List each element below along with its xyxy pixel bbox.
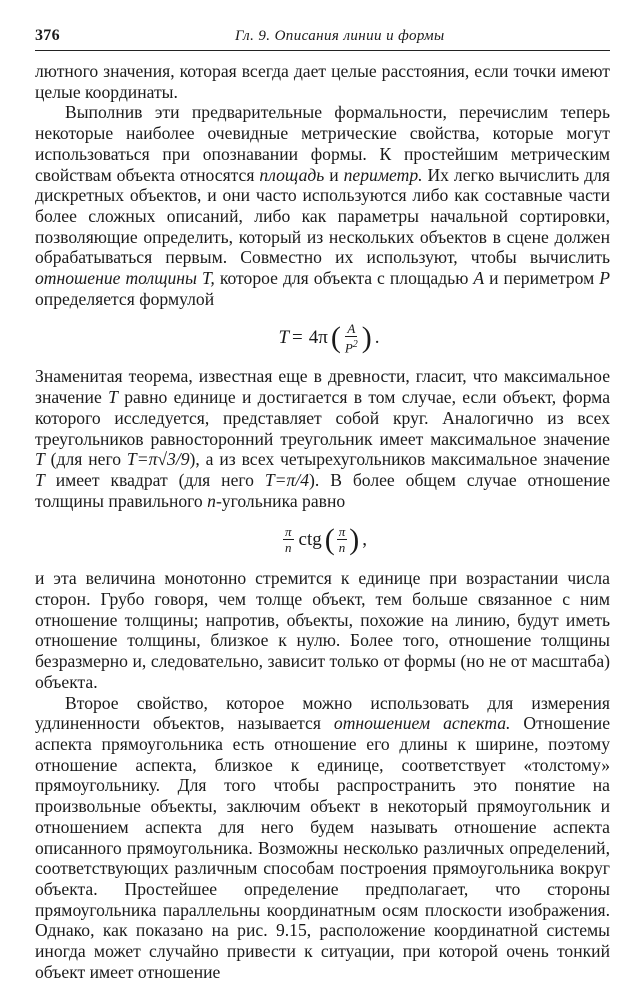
- symbol-t: T: [35, 449, 45, 470]
- denominator-exponent: 2: [352, 338, 358, 350]
- fraction-denominator: [343, 337, 360, 355]
- formula-equals: =: [292, 326, 303, 348]
- formula-left-paren: (: [330, 320, 341, 354]
- text: определяется формулой: [35, 288, 215, 309]
- paragraph-metric-properties: [35, 102, 610, 309]
- formula-period: .: [374, 326, 380, 348]
- formula-right-paren: ): [349, 522, 360, 556]
- fraction-denominator: n: [338, 540, 346, 556]
- fraction-numerator: A: [347, 320, 356, 336]
- formula-fraction-outer: [283, 524, 294, 555]
- running-head: Гл. 9. Описания линии и формы: [235, 28, 445, 44]
- page-body: [35, 61, 610, 982]
- text: и эта величина монотонно стремится к единице при возрастании числа сторон. Грубо говоря, чем толще объект, тем больше связанное с ним отношение толщины; напротив, объекты, похожие на линию, будут иметь отношение толщины, близкое к нулю. Более того, отношение толщины безразмерно и, следовательно, зависит только от формы (но не от масштаба) объекта.: [35, 568, 610, 692]
- formula-fraction-inner: [337, 524, 348, 555]
- formula-coefficient: 4π: [308, 326, 328, 348]
- text: и периметром: [484, 268, 600, 289]
- text: Выполнив эти предварительные формальности, перечислим теперь некоторые наиболее очевидные метрические свойства, которые могут использоваться при опознавании формы. К простейшим метрическим свойствам объекта относятся: [35, 102, 610, 185]
- formula-polygon-thickness: [35, 511, 610, 568]
- text: -угольника равно: [215, 490, 346, 511]
- formula-lhs: T: [278, 326, 290, 348]
- text: ), а из всех четырехугольников максимальное значение: [189, 449, 610, 470]
- text: и: [324, 164, 344, 185]
- formula-inline-triangle: T=π√3/9: [126, 449, 190, 470]
- term-area: площадь: [259, 164, 325, 185]
- fraction-numerator: π: [338, 524, 346, 540]
- text: ). В более общем случае отношение толщины правильного: [35, 469, 610, 511]
- fraction-numerator: π: [285, 524, 292, 540]
- term-thickness-ratio: отношение толщины T,: [35, 268, 215, 289]
- symbol-n: n: [207, 490, 216, 511]
- symbol-p: P: [599, 268, 610, 289]
- text: Второе свойство, которое можно использовать для измерения удлиненности объектов, называется: [35, 692, 610, 734]
- term-perimeter: периметр.: [343, 164, 423, 185]
- symbol-a: A: [473, 268, 485, 289]
- text: которое для объекта с площадью: [214, 268, 474, 289]
- formula-right-paren: ): [361, 320, 372, 354]
- text: (для него: [44, 449, 127, 470]
- page-number: 376: [35, 27, 60, 44]
- text: Знаменитая теорема, известная еще в древности, гласит, что максимальное значение: [35, 366, 610, 408]
- text: имеет квадрат (для него: [44, 469, 265, 490]
- text: равно единице и достигается в том случае, если объект, форма которого исследуется, представляет собой круг. Аналогично из всех треугольников равносторонний треугольник имеет максимальное значение: [35, 387, 611, 449]
- symbol-t: T: [108, 387, 118, 408]
- paragraph-theorem: [35, 366, 610, 511]
- symbol-t: T: [35, 469, 45, 490]
- text: Их легко вычислить для дискретных объектов, и они часто используются либо как составные части более сложных описаний, либо как параметры начальной сортировки, позволяющие определить, который из нескольких объектов в сцене должен обрабатываться первым. Совместно их используют, чтобы вычислить: [35, 164, 610, 268]
- paragraph-aspect-ratio: [35, 693, 610, 983]
- function-ctg: ctg: [298, 528, 322, 550]
- page-header: [35, 24, 610, 51]
- text: Отношение аспекта прямоугольника есть отношение его длины к ширине, поэтому отношение аспекта, близкое к единице, соответствует «толстому» прямоугольнику. Для того чтобы распространить это понятие на произвольные объекты, заключим объект в некоторый прямоугольник и отношением аспекта для него будем называть отношение аспекта описанного прямоугольника. Возможны несколько различных определений, соответствующих различным способам построения прямоугольника вокруг объекта. Простейшее определение предполагает, что стороны прямоугольника параллельны координатным осям плоскости изображения. Однако, как показано на рис. 9.15, расположение координатной системы иногда может случайно привести к ситуации, при которой очень тонкий объект имеет отношение: [35, 713, 610, 982]
- term-aspect-ratio: отношением аспекта.: [333, 713, 511, 734]
- paragraph-monotonic: [35, 568, 610, 692]
- paragraph-continuation: [35, 61, 610, 102]
- text: лютного значения, которая всегда дает целые расстояния, если точки имеют целые координаты.: [35, 61, 610, 102]
- formula-inline-square: T=π/4: [264, 469, 310, 490]
- denominator-base: P: [344, 340, 353, 356]
- formula-left-paren: (: [324, 522, 335, 556]
- fraction-denominator: n: [285, 540, 292, 556]
- formula-comma: ,: [362, 528, 367, 550]
- formula-fraction: [343, 321, 360, 355]
- formula-thickness-ratio: [35, 309, 610, 366]
